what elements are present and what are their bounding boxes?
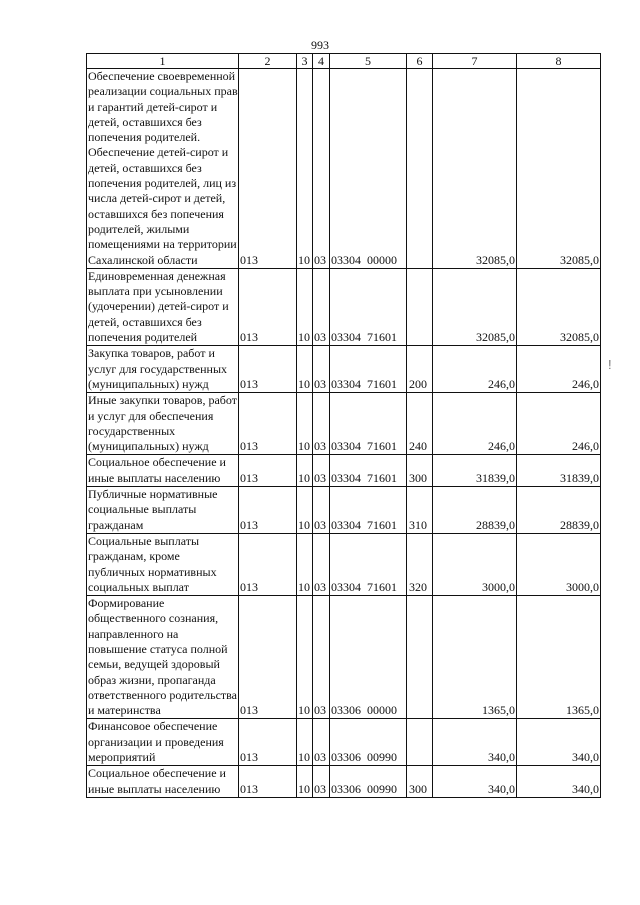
table-row (87, 69, 601, 269)
ministry-code-cell: 013 (239, 487, 297, 534)
article-code: 71601 (367, 470, 397, 485)
expense-type-cell: 300 (407, 766, 433, 798)
table-row (87, 487, 601, 534)
amount-cell: 340,0 (517, 766, 601, 798)
ministry-code-cell: 013 (239, 69, 297, 269)
amount-cell: 31839,0 (433, 455, 517, 487)
amount-cell: 246,0 (517, 393, 601, 455)
table-row (87, 766, 601, 798)
budget-table (86, 53, 601, 798)
column-header: 2 (239, 54, 297, 69)
amount-cell: 28839,0 (433, 487, 517, 534)
target-article-cell (330, 455, 407, 487)
amount-cell: 340,0 (433, 766, 517, 798)
expense-type-cell: 320 (407, 533, 433, 595)
expense-type-cell (407, 719, 433, 766)
amount-cell: 32085,0 (517, 268, 601, 345)
expense-type-cell: 310 (407, 487, 433, 534)
row-name-cell: Закупка товаров, работ и услуг для государственных (муниципальных) нужд (87, 346, 239, 393)
amount-cell: 28839,0 (517, 487, 601, 534)
program-code: 03304 (331, 252, 361, 267)
article-code: 71601 (367, 376, 397, 391)
expense-type-cell (407, 69, 433, 269)
program-code: 03306 (331, 750, 361, 765)
row-name-cell: Социальные выплаты гражданам, кроме публичных нормативных социальных выплат (87, 533, 239, 595)
amount-cell: 246,0 (517, 346, 601, 393)
program-code: 03304 (331, 376, 361, 391)
table-row (87, 719, 601, 766)
row-name-cell: Финансовое обеспечение организации и проведения мероприятий (87, 719, 239, 766)
section-cell: 10 (297, 487, 313, 534)
amount-cell: 32085,0 (433, 69, 517, 269)
row-name-cell: Единовременная денежная выплата при усыновлении (удочерении) детей-сирот и детей, оставшихся без попечения родителей (87, 268, 239, 345)
expense-type-cell: 240 (407, 393, 433, 455)
section-cell: 10 (297, 393, 313, 455)
ministry-code-cell: 013 (239, 533, 297, 595)
column-header: 3 (297, 54, 313, 69)
article-code: 00000 (367, 703, 397, 718)
program-code: 03304 (331, 439, 361, 454)
subsection-cell: 03 (313, 69, 330, 269)
subsection-cell: 03 (313, 533, 330, 595)
target-article-cell (330, 487, 407, 534)
amount-cell: 1365,0 (433, 596, 517, 719)
target-article-cell (330, 533, 407, 595)
subsection-cell: 03 (313, 596, 330, 719)
amount-cell: 32085,0 (517, 69, 601, 269)
article-code: 71601 (367, 579, 397, 594)
target-article-cell (330, 346, 407, 393)
column-header: 4 (313, 54, 330, 69)
ministry-code-cell: 013 (239, 346, 297, 393)
subsection-cell: 03 (313, 487, 330, 534)
row-name-cell: Социальное обеспечение и иные выплаты населению (87, 766, 239, 798)
section-cell: 10 (297, 455, 313, 487)
section-cell: 10 (297, 766, 313, 798)
program-code: 03304 (331, 330, 361, 345)
column-header: 6 (407, 54, 433, 69)
section-cell: 10 (297, 346, 313, 393)
amount-cell: 246,0 (433, 393, 517, 455)
amount-cell: 1365,0 (517, 596, 601, 719)
target-article-cell (330, 268, 407, 345)
column-header: 7 (433, 54, 517, 69)
subsection-cell: 03 (313, 268, 330, 345)
ministry-code-cell: 013 (239, 455, 297, 487)
row-name-cell: Публичные нормативные социальные выплаты гражданам (87, 487, 239, 534)
article-code: 71601 (367, 330, 397, 345)
target-article-cell (330, 766, 407, 798)
program-code: 03304 (331, 517, 361, 532)
amount-cell: 340,0 (517, 719, 601, 766)
article-code: 00990 (367, 750, 397, 765)
row-name-cell: Обеспечение своевременной реализации социальных прав и гарантий детей-сирот и детей, оставшихся без попечения родителей. Обеспечение детей-сирот и детей, оставшихся без попечения родителей, лиц из числа детей-сирот и детей, оставшихся без попечения родителей, жилыми помещениями на территории Сахалинской области (88, 69, 238, 267)
ministry-code-cell: 013 (239, 393, 297, 455)
amount-cell: 3000,0 (433, 533, 517, 595)
article-code: 00990 (367, 781, 397, 796)
subsection-cell: 03 (313, 719, 330, 766)
target-article-cell (330, 596, 407, 719)
column-header: 5 (330, 54, 407, 69)
target-article-cell (330, 719, 407, 766)
section-cell: 10 (297, 69, 313, 269)
article-code: 71601 (367, 439, 397, 454)
expense-type-cell (407, 596, 433, 719)
expense-type-cell: 200 (407, 346, 433, 393)
section-cell: 10 (297, 268, 313, 345)
subsection-cell: 03 (313, 766, 330, 798)
row-name-cell: Формирование общественного сознания, направленного на повышение статуса полной семьи, ведущей здоровый образ жизни, пропаганда ответственного родительства и материнства (88, 596, 237, 718)
table-header-row (87, 54, 601, 69)
page-number: 993 (311, 38, 329, 52)
ministry-code-cell: 013 (239, 719, 297, 766)
ministry-code-cell: 013 (239, 766, 297, 798)
amount-cell: 32085,0 (433, 268, 517, 345)
expense-type-cell: 300 (407, 455, 433, 487)
article-code: 00000 (367, 252, 397, 267)
ministry-code-cell: 013 (239, 596, 297, 719)
ministry-code-cell: 013 (239, 268, 297, 345)
column-header: 8 (517, 54, 601, 69)
article-code: 71601 (367, 517, 397, 532)
amount-cell: 340,0 (433, 719, 517, 766)
program-code: 03304 (331, 579, 361, 594)
column-header: 1 (87, 54, 239, 69)
target-article-cell (330, 69, 407, 269)
subsection-cell: 03 (313, 455, 330, 487)
program-code: 03306 (331, 781, 361, 796)
section-cell: 10 (297, 596, 313, 719)
subsection-cell: 03 (313, 346, 330, 393)
table-row (87, 596, 601, 719)
section-cell: 10 (297, 719, 313, 766)
margin-mark: ! (608, 357, 612, 372)
subsection-cell: 03 (313, 393, 330, 455)
program-code: 03306 (331, 703, 361, 718)
amount-cell: 31839,0 (517, 455, 601, 487)
amount-cell: 246,0 (433, 346, 517, 393)
program-code: 03304 (331, 470, 361, 485)
table-row (87, 393, 601, 455)
table-row (87, 268, 601, 345)
amount-cell: 3000,0 (517, 533, 601, 595)
row-name-cell: Иные закупки товаров, работ и услуг для обеспечения государственных (муниципальных) нужд (88, 393, 237, 454)
table-row (87, 533, 601, 595)
section-cell: 10 (297, 533, 313, 595)
table-row (87, 455, 601, 487)
target-article-cell (330, 393, 407, 455)
row-name-cell: Социальное обеспечение и иные выплаты населению (87, 455, 239, 487)
table-row (87, 346, 601, 393)
expense-type-cell (407, 268, 433, 345)
